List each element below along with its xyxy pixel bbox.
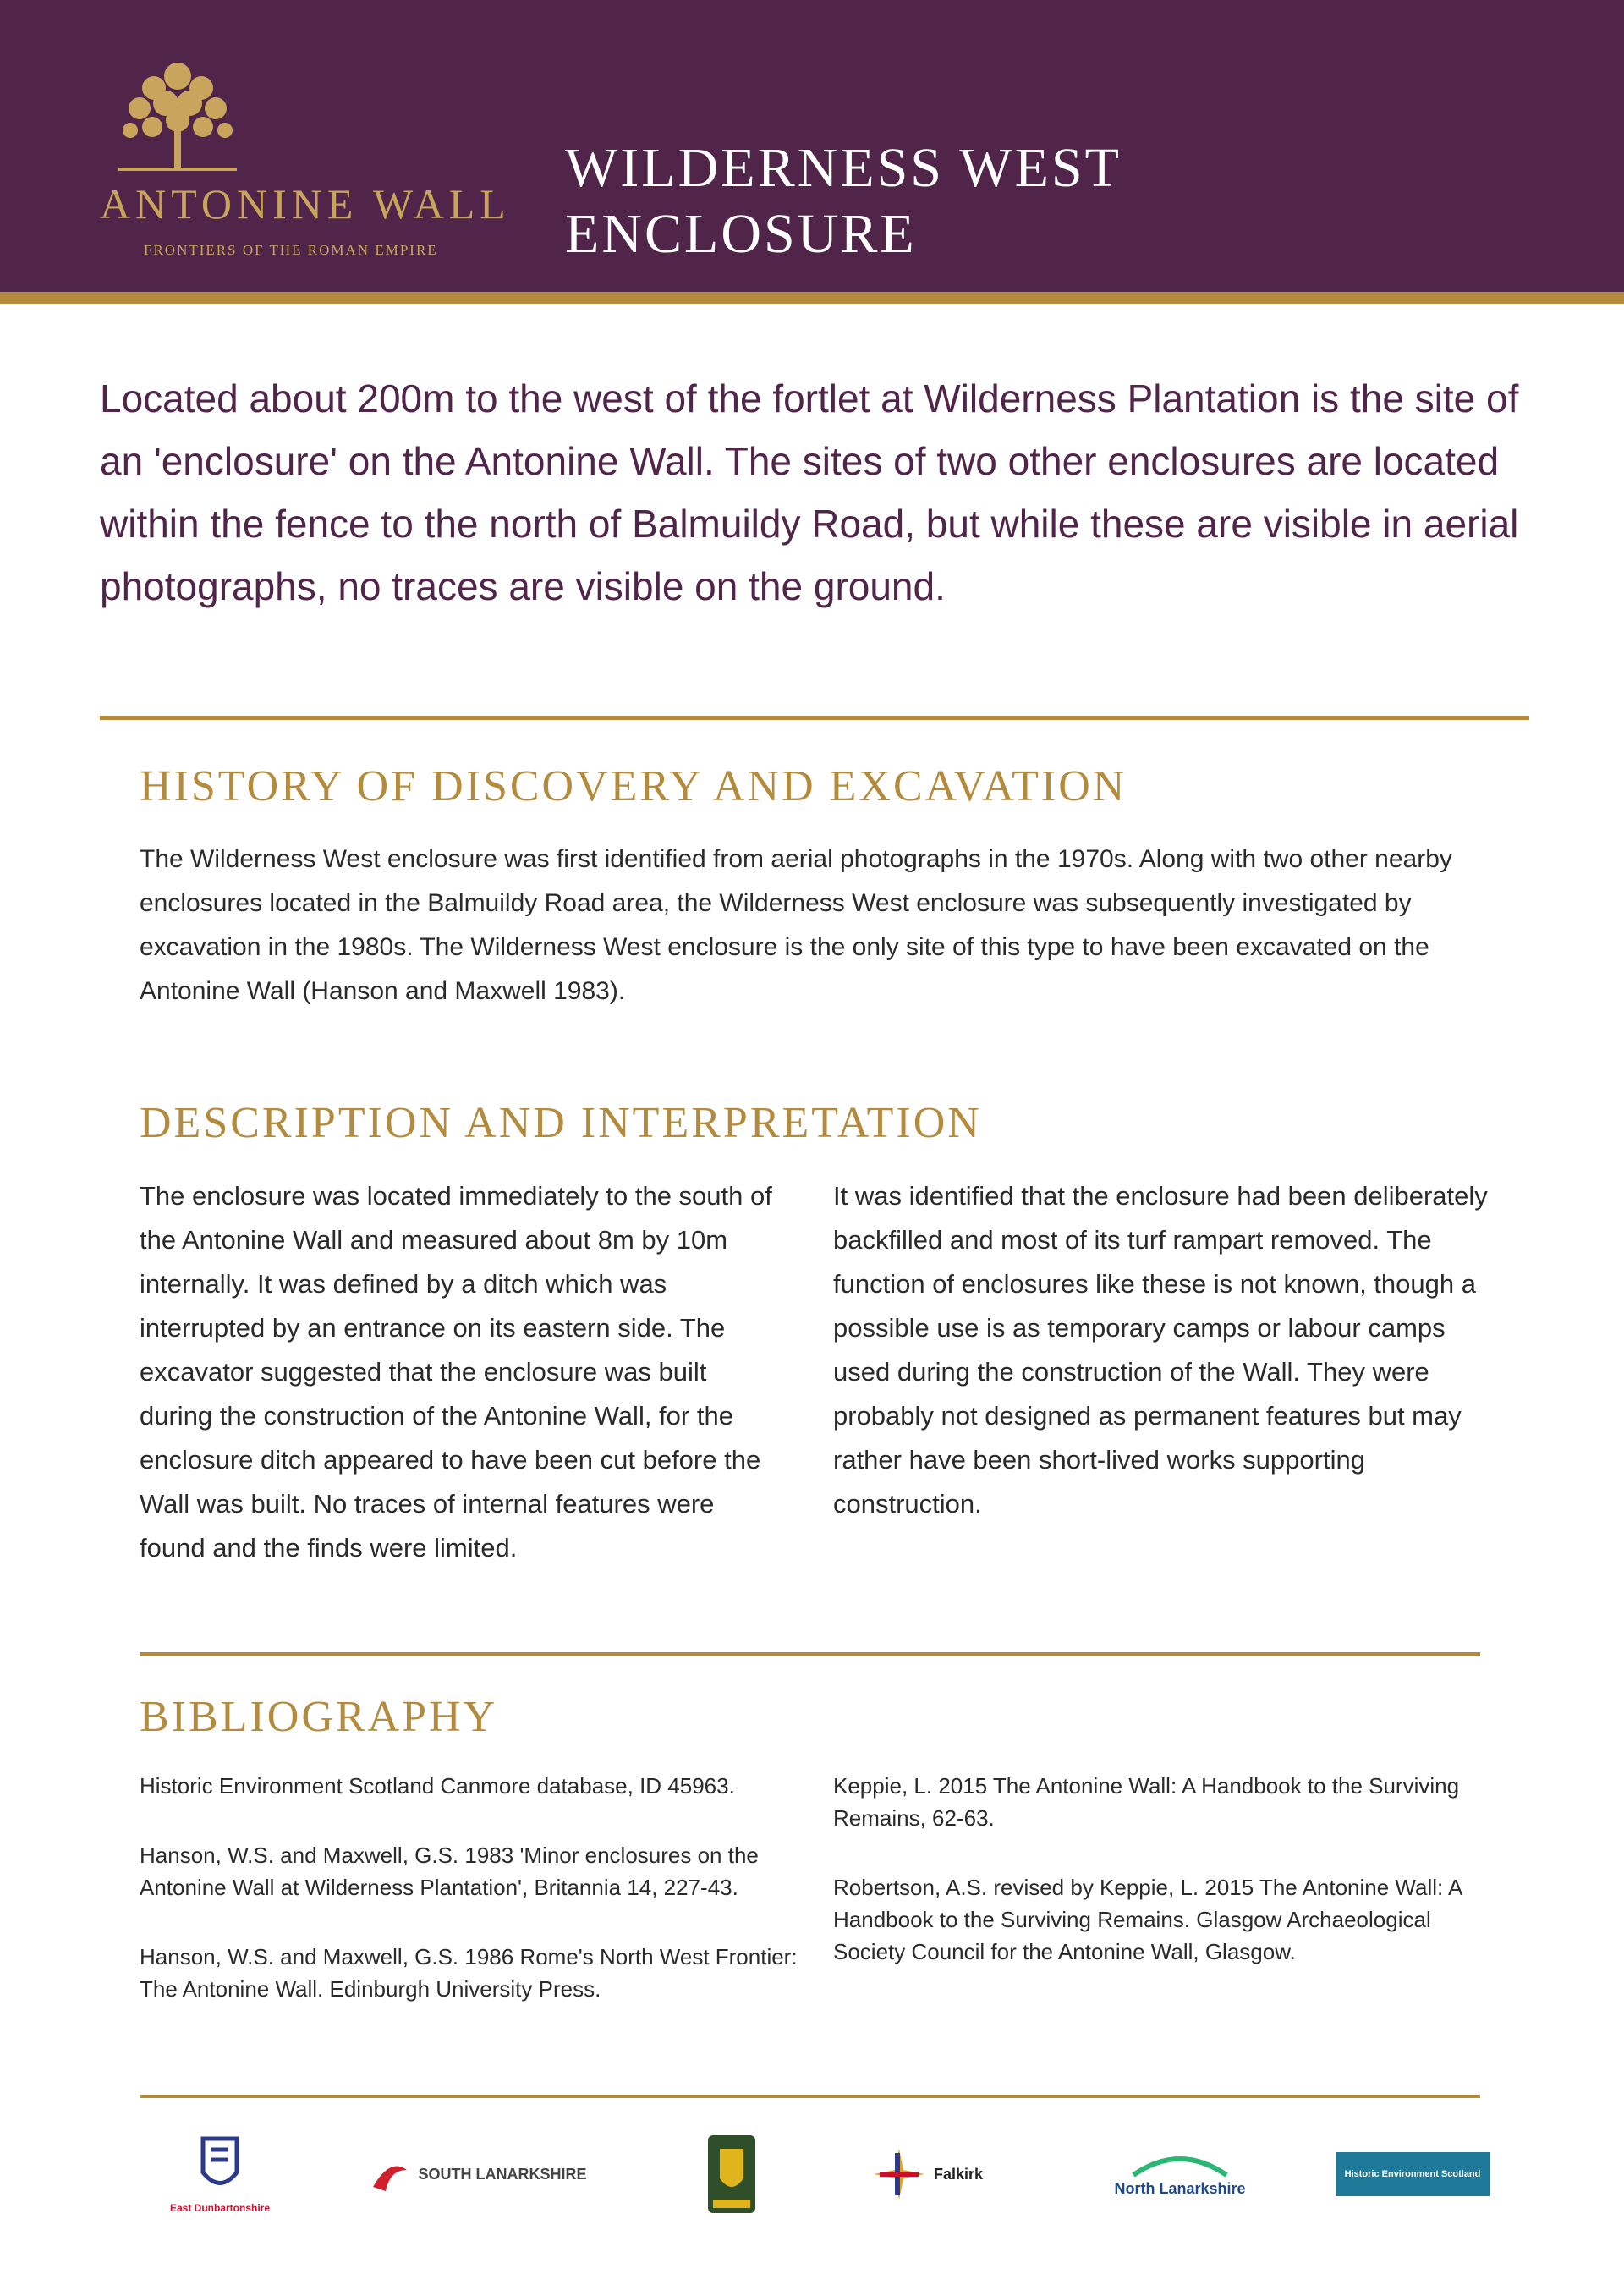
stirling-logo <box>694 2115 770 2233</box>
bibliography-entry: Keppie, L. 2015 The Antonine Wall: A Handbook to the Surviving Remains, 62-63. <box>833 1773 1460 1831</box>
bibliography-entry: Hanson, W.S. and Maxwell, G.S. 1986 Rome's North West Frontier: The Antonine Wall. Edinburgh University Press. <box>140 1944 798 2002</box>
antonine-wall-tree-logo-icon <box>93 52 262 179</box>
north-lanarkshire-label: North Lanarkshire <box>1114 2179 1246 2197</box>
bibliography-entry: Hanson, W.S. and Maxwell, G.S. 1983 'Minor enclosures on the Antonine Wall at Wilderness Plantation', Britannia 14, 227-43. <box>140 1843 759 1900</box>
intro-paragraph: Located about 200m to the west of the fortlet at Wilderness Plantation is the site of an 'enclosure' on the Antonine Wall. The sites of two other enclosures are located within the fence to the north of Balmuildy Road, but while these are visible in aerial photographs, no traces are visible on the ground. <box>100 376 1519 608</box>
history-heading: HISTORY OF DISCOVERY AND EXCAVATION <box>140 762 1127 810</box>
bibliography-entry: Robertson, A.S. revised by Keppie, L. 2015 The Antonine Wall: A Handbook to the Surviving Remains. Glasgow Archaeological Society Council for the Antonine Wall, Glasgow. <box>833 1875 1462 1964</box>
bibliography-heading: BIBLIOGRAPHY <box>140 1693 498 1741</box>
falkirk-logo <box>842 2115 1011 2233</box>
page-title-line-2: ENCLOSURE <box>565 203 917 265</box>
logo-tagline: FRONTIERS OF THE ROMAN EMPIRE <box>144 242 438 258</box>
north-lanarkshire-mark-icon <box>1129 2151 1231 2180</box>
north-lanarkshire-logo <box>1083 2115 1277 2233</box>
description-heading: DESCRIPTION AND INTERPRETATION <box>140 1099 982 1147</box>
bibliography-column-left <box>140 1770 799 2042</box>
description-column-left: The enclosure was located immediately to the south of the Antonine Wall and measured about 8m by 10m internally. It was defined by a ditch which was interrupted by an entrance on its eastern side. The excavator suggested that the enclosure was built during the construction of the Antonine Wall, for the enclosure ditch appeared to have been cut before the Wall was built. No traces of internal features were found and the finds were limited. <box>140 1181 772 1563</box>
page-title-line-1: WILDERNESS WEST <box>565 137 1122 199</box>
history-paragraph: The Wilderness West enclosure was first identified from aerial photographs in the 1970s. Along with two other nearby enclosures located in the Balmuildy Road area, the Wilderness West enclosure was subsequently investigated by excavation in the 1980s. The Wilderness West enclosure is the only site of this type to have been excavated on the Antonine Wall (Hanson and Maxwell 1983). <box>140 845 1452 1005</box>
logo-wordmark: ANTONINE WALL <box>100 180 511 228</box>
description-column-right: It was identified that the enclosure had been deliberately backfilled and most of its turf rampart removed. The function of enclosures like these is not known, though a possible use is as temporary camps or labour camps used during the construction of the Wall. They were probably not designed as permanent features but may rather have been short-lived works supporting construction. <box>833 1181 1488 1519</box>
bibliography-column-right <box>833 1770 1493 2005</box>
hes-badge <box>1336 2152 1490 2196</box>
crest-icon <box>195 2134 245 2202</box>
header-gold-rule <box>0 292 1624 304</box>
south-lanarkshire-label: SOUTH LANARKSHIRE <box>418 2165 587 2183</box>
falkirk-star-icon <box>870 2145 929 2204</box>
stirling-crest-icon <box>705 2132 759 2216</box>
stirling-label <box>730 2216 732 2217</box>
falkirk-label: Falkirk <box>933 2165 984 2183</box>
swoosh-icon <box>369 2153 411 2195</box>
sponsor-logo-strip <box>140 2115 1493 2242</box>
bibliography-entry: Historic Environment Scotland Canmore database, ID 45963. <box>140 1773 735 1799</box>
divider-rule <box>140 2095 1480 2098</box>
divider-rule <box>100 716 1529 720</box>
south-lanarkshire-logo <box>359 2115 596 2233</box>
east-dunbartonshire-label: East Dunbartonshire <box>169 2202 271 2214</box>
hes-label: Historic Environment Scotland <box>1344 2169 1481 2179</box>
east-dunbartonshire-logo <box>169 2115 271 2233</box>
historic-environment-scotland-logo <box>1332 2115 1493 2233</box>
divider-rule <box>140 1652 1480 1656</box>
header-band <box>0 0 1624 292</box>
page-title <box>565 135 1580 267</box>
